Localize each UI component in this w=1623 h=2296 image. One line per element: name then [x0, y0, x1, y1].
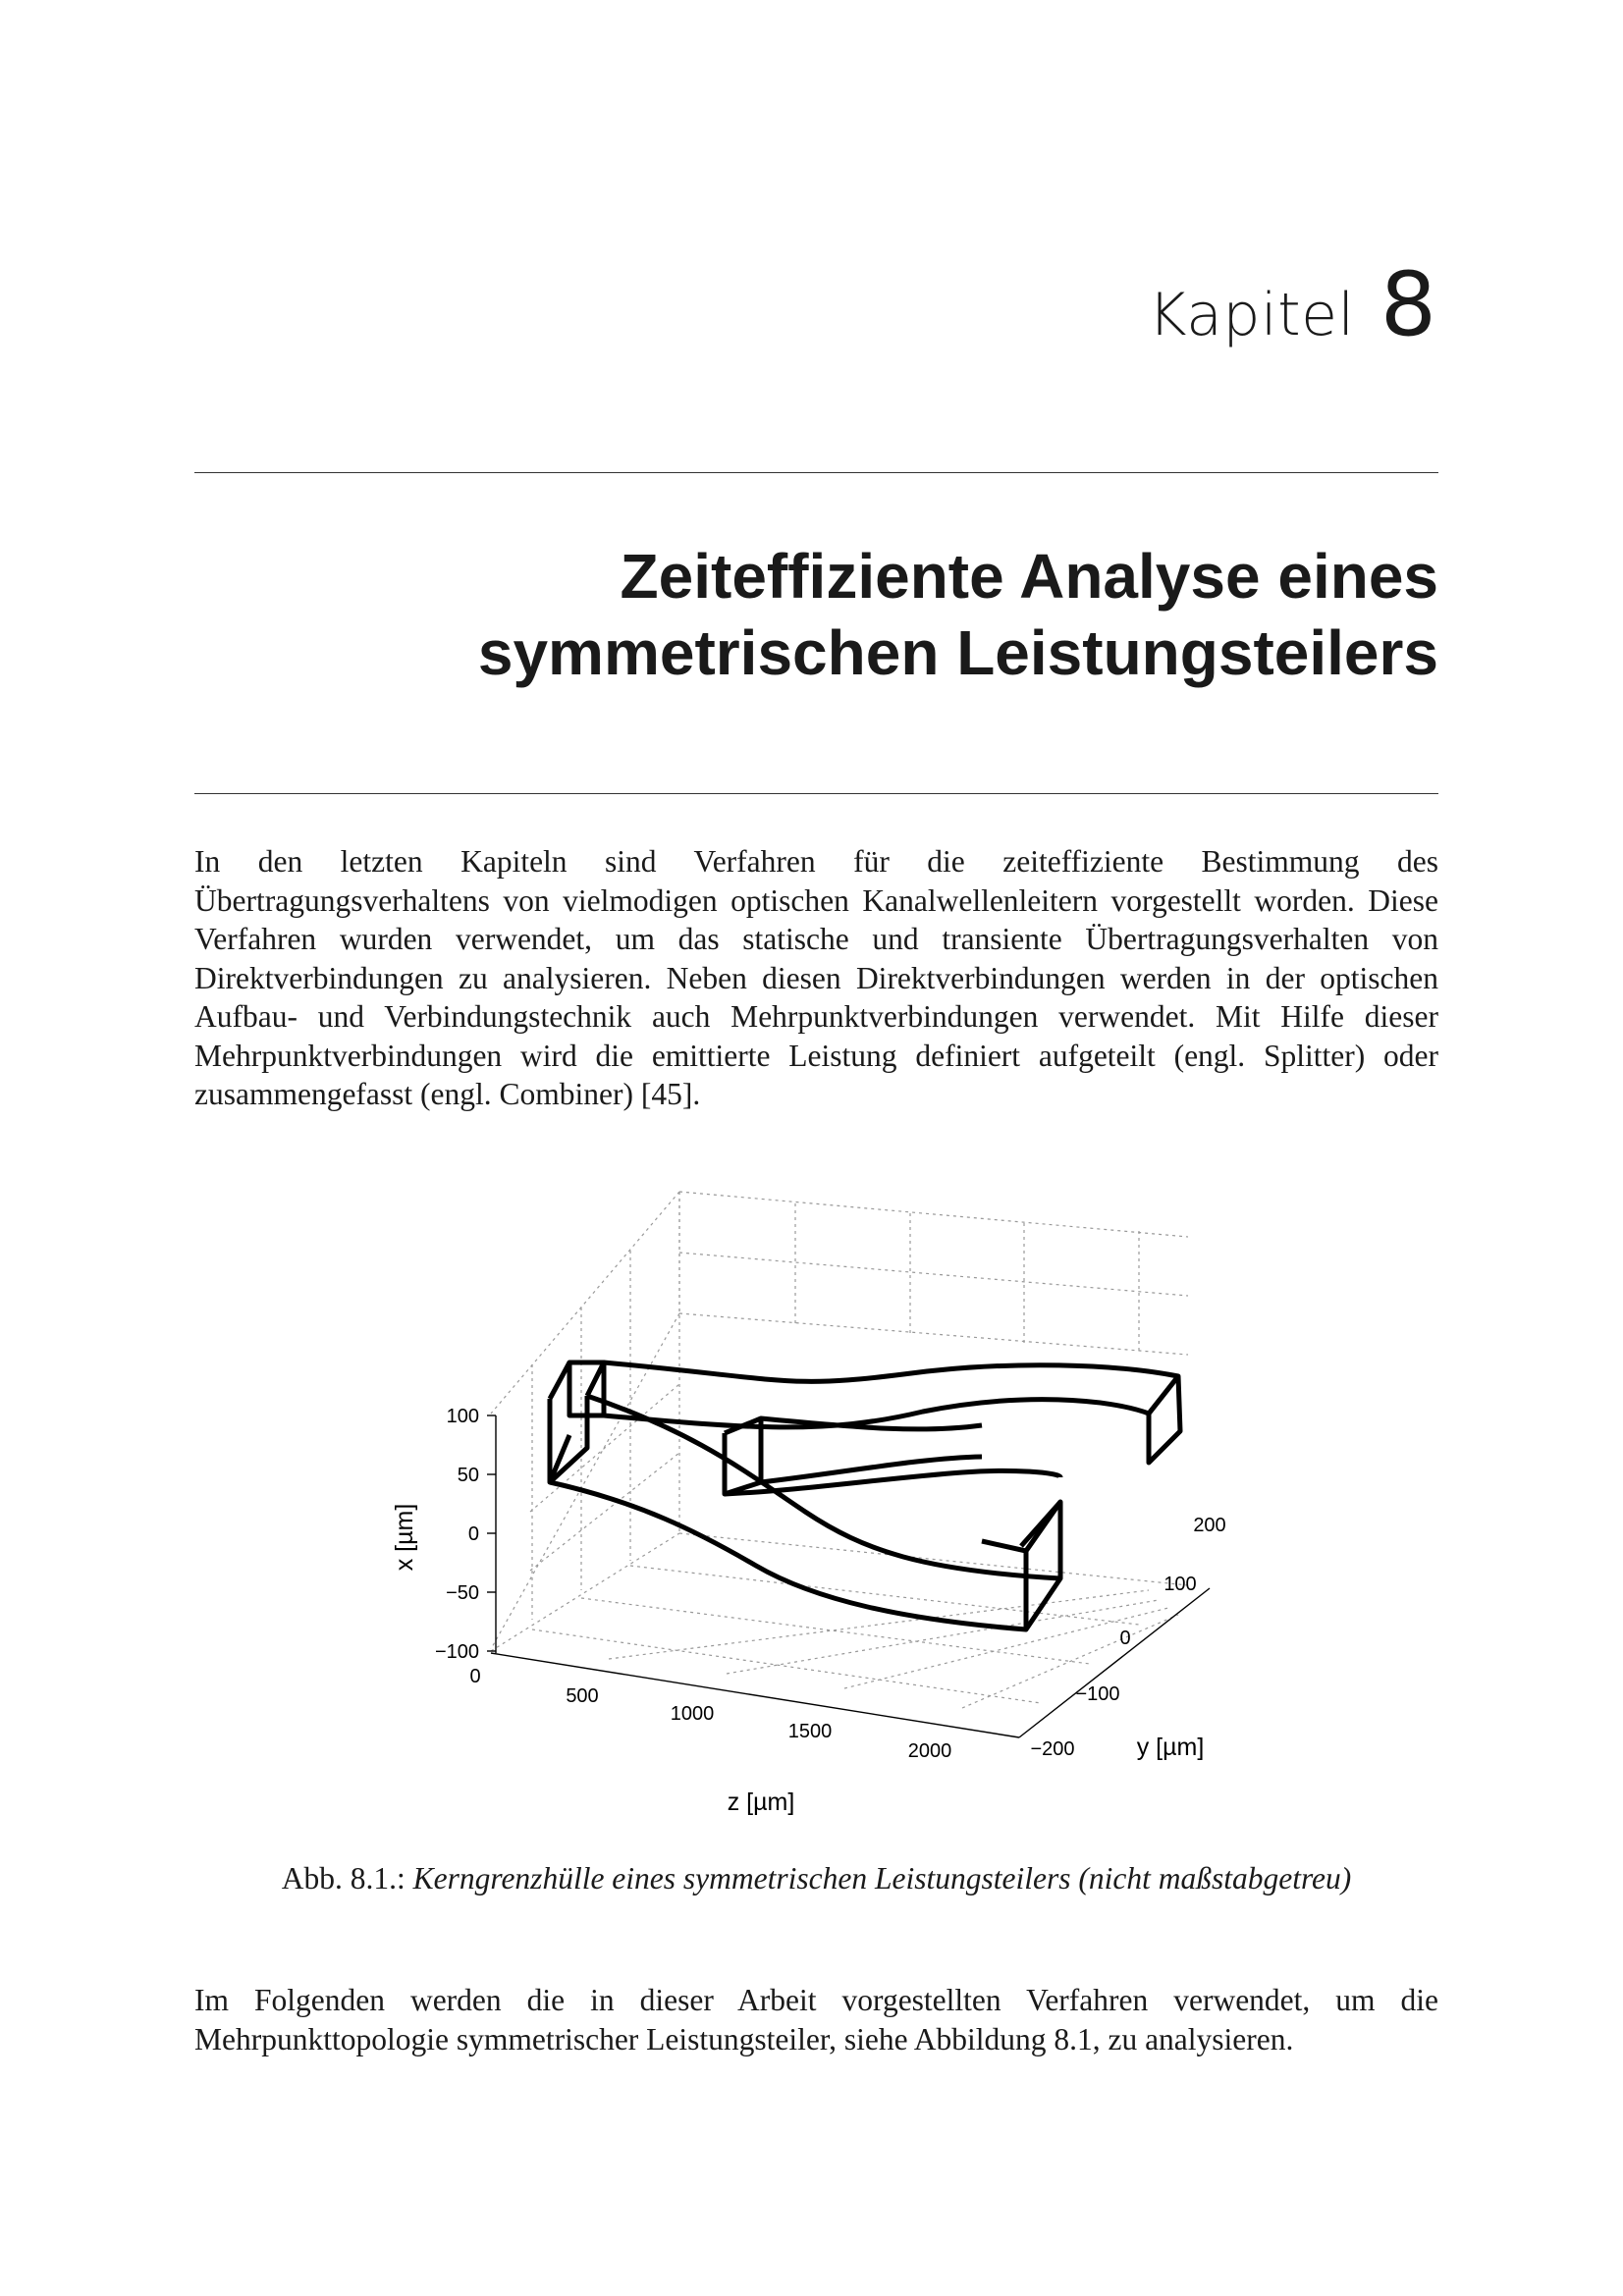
y-tick-label: 200: [1193, 1515, 1226, 1536]
chapter-title: [358, 538, 1438, 691]
chapter-heading: [1148, 253, 1436, 356]
y-tick-label: 0: [1119, 1628, 1131, 1649]
x-tick-label: 0: [467, 1523, 479, 1545]
chapter-title-line-2: symmetrischen Leistungsteilers: [477, 617, 1438, 689]
y-axis-label: y [µm]: [1136, 1734, 1205, 1761]
x-tick-label: 50: [457, 1465, 479, 1486]
figure-caption: [194, 1861, 1438, 1896]
y-tick-label: −100: [1075, 1683, 1120, 1705]
waveguide-wireframe: [550, 1362, 1180, 1629]
intro-paragraph: In den letzten Kapiteln sind Verfahren für die zeiteffiziente Bestimmung des Übertragungsverhaltens von vielmodigen optischen Kanalwellenleitern vorgestellt worden. Diese Verfahren wurden verwendet, um das statische und transiente Übertragungsverhalten von Direktverbindungen zu analysieren. Neben diesen Direktverbindungen werden in der optischen Aufbau- und Verbindungstechnik auch Mehrpunktverbindungen verwendet. Mit Hilfe dieser Mehrpunktverbindungen wird die emittierte Leistung definiert aufgeteilt (engl. Splitter) oder zusammengefasst (engl. Combiner) [45].: [194, 844, 1438, 1111]
z-tick-label: 0: [469, 1666, 481, 1687]
chapter-number: 8: [1380, 253, 1436, 356]
z-tick-label: 1500: [787, 1721, 833, 1742]
chapter-label: Kapitel: [1148, 281, 1355, 349]
caption-text: Kerngrenzhülle eines symmetrischen Leistungsteilers (nicht maßstabgetreu): [412, 1861, 1352, 1896]
x-tick-label: 100: [446, 1406, 479, 1427]
caption-prefix: Abb. 8.1.:: [281, 1861, 406, 1896]
grid-lines: [491, 1192, 1188, 1708]
y-tick-label: 100: [1163, 1574, 1197, 1595]
z-axis-label: z [µm]: [727, 1789, 795, 1816]
z-tick-label: 1000: [670, 1703, 715, 1725]
chapter-title-line-1: Zeiteffiziente Analyse eines: [620, 541, 1438, 612]
z-tick-label: 2000: [907, 1740, 952, 1762]
top-rule: [194, 472, 1438, 473]
splitter-3d-figure: [373, 1178, 1237, 1845]
x-tick-label: −100: [434, 1641, 479, 1663]
y-tick-label: −200: [1030, 1738, 1075, 1760]
x-axis-label: x [µm]: [391, 1503, 418, 1572]
x-tick-label: −50: [446, 1582, 479, 1604]
z-tick-label: 500: [566, 1685, 599, 1707]
closing-paragraph: Im Folgenden werden die in dieser Arbeit vorgestellten Verfahren verwendet, um die Mehrpunkttopologie symmetrischer Leistungsteiler, siehe Abbildung 8.1, zu analysieren.: [194, 1983, 1438, 2056]
bottom-rule: [194, 793, 1438, 794]
